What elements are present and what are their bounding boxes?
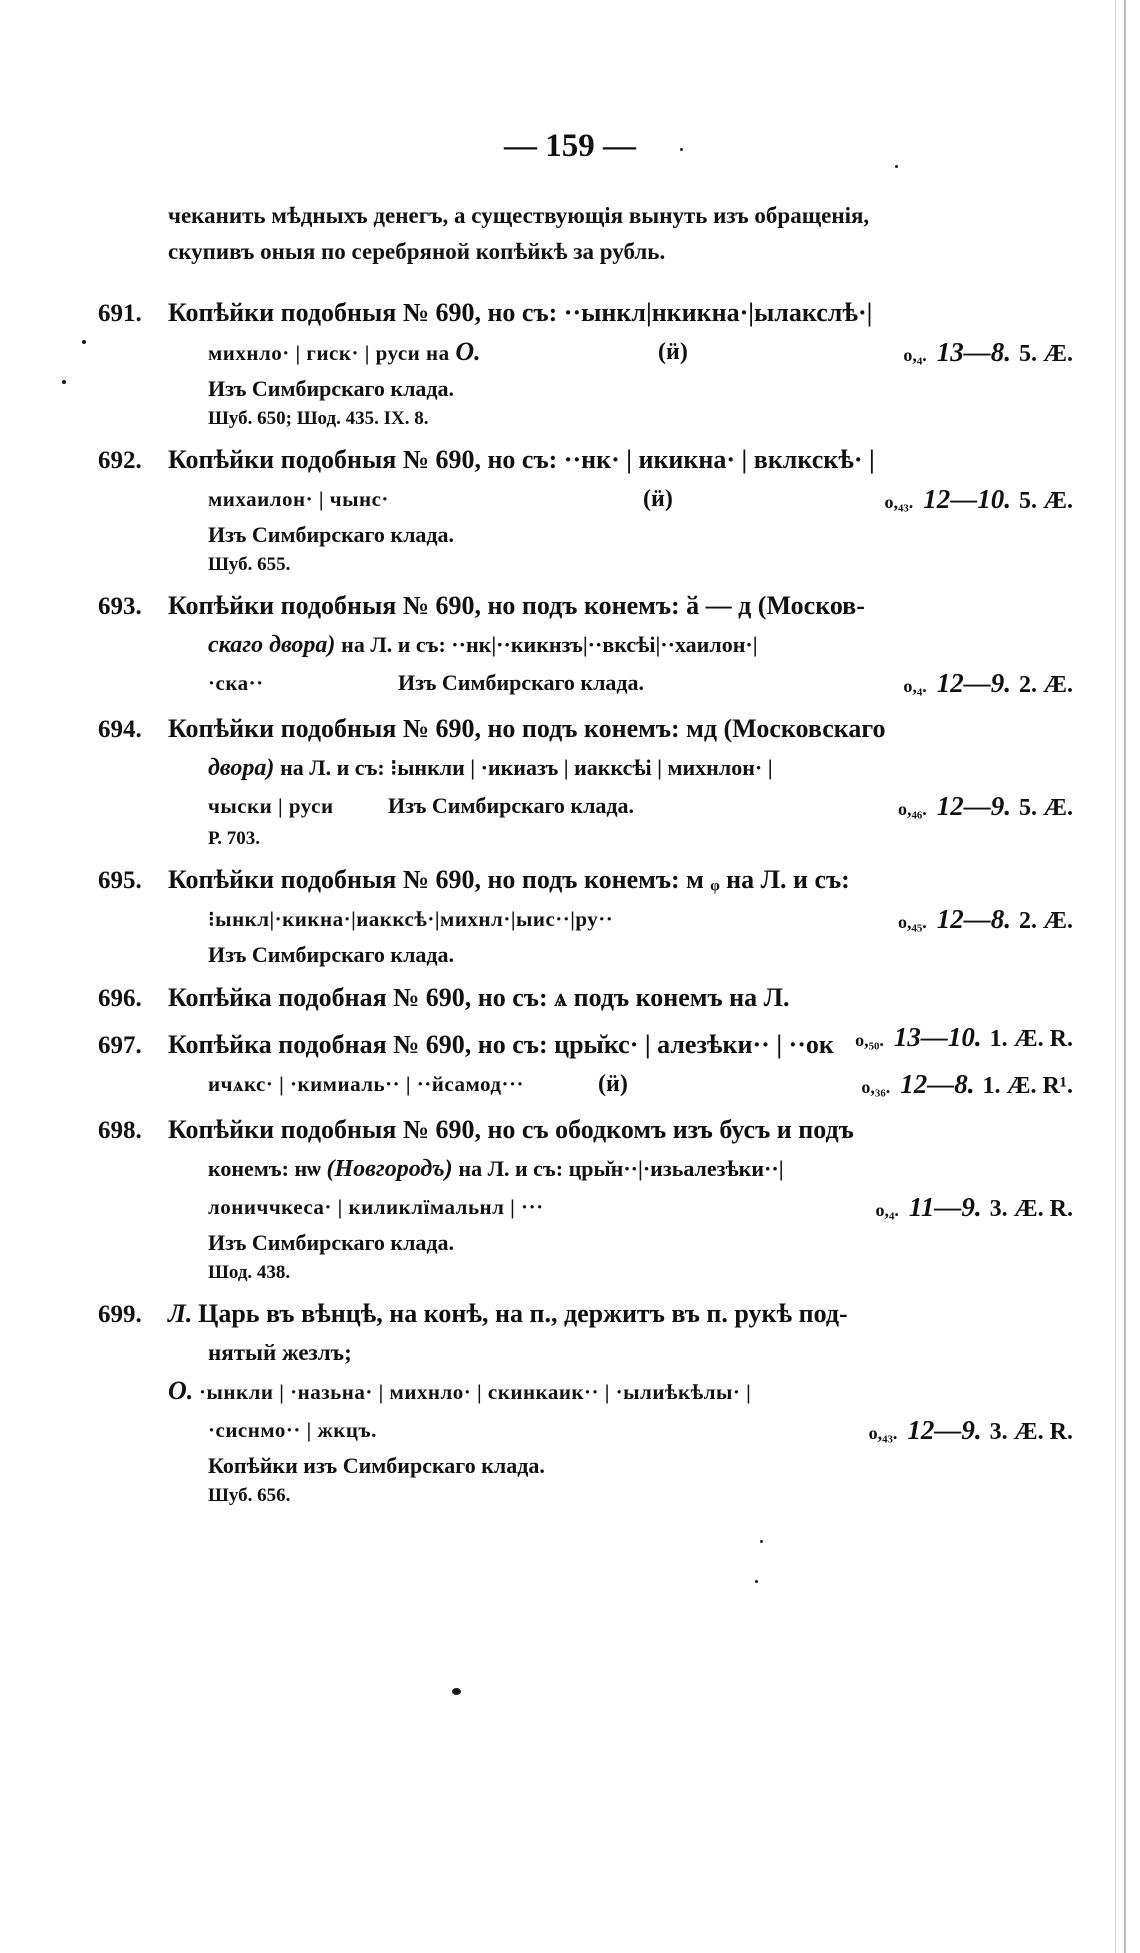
reference: Шод. 438. xyxy=(208,1262,291,1283)
scan-speck xyxy=(62,380,66,384)
find-source: Изъ Симбирскаго клада. xyxy=(208,522,455,547)
entry-number: 695. xyxy=(98,867,142,894)
entry-continuation: на Л. и съ: ⁝ынкли | ·икиазъ | иакксѣi | михнлон· | xyxy=(280,755,773,780)
coin-measurements xyxy=(861,1065,1073,1106)
intro-line-1: чеканить мѣдныхъ денегъ, а существующія вынуть изъ обращенія, xyxy=(168,203,870,228)
mint-name: скаго двора) xyxy=(208,632,336,658)
rarity-metal: 5. Æ. xyxy=(1019,341,1073,367)
coin-sigla: (ӥ) xyxy=(658,339,688,365)
rarity-metal: 1. Æ. R. xyxy=(989,1026,1073,1052)
scan-speck xyxy=(760,1540,763,1543)
diameter: о,₄. xyxy=(903,676,927,696)
find-source-inline: Изъ Симбирскаго клада. xyxy=(398,670,645,695)
entry-number: 692. xyxy=(98,447,142,474)
coin-legend: ·ска·· xyxy=(208,671,264,695)
entry-694 xyxy=(98,710,1073,853)
scan-speck xyxy=(755,1580,758,1583)
rarity-metal: 5. Æ. xyxy=(1019,488,1073,514)
entry-description: Копѣйки подобныя № 690, но съ ободкомъ изъ бусъ и подъ xyxy=(168,1115,854,1144)
diameter: о,₄₅. xyxy=(897,912,927,932)
entry-number: 693. xyxy=(98,593,142,620)
entry-number: 691. xyxy=(98,300,142,327)
entry-number: 699. xyxy=(98,1301,142,1328)
coin-legend: чыски | руси xyxy=(208,794,334,818)
coin-measurements xyxy=(898,787,1073,828)
rarity-metal: 1. Æ. R¹. xyxy=(982,1073,1073,1099)
find-source: Изъ Симбирскаго клада. xyxy=(208,942,455,967)
entry-695 xyxy=(98,861,1073,971)
mint-name: (Новгородъ) xyxy=(326,1156,453,1182)
rarity-metal: 3. Æ. R. xyxy=(989,1419,1073,1445)
rarity-metal: 5. Æ. xyxy=(1019,795,1073,821)
entry-number: 696. xyxy=(98,985,142,1012)
coin-measurements xyxy=(884,480,1073,521)
diameter: о,₄₃. xyxy=(868,1423,898,1443)
coin-measurements xyxy=(903,664,1073,705)
mint-name: двора) xyxy=(208,755,275,781)
coin-sigla: (ӥ) xyxy=(643,486,673,512)
weight: 12—9. xyxy=(907,1415,982,1445)
entry-continuation: на Л. и съ: ··нк|··кикнзъ|··вксѣi|··хаилон·| xyxy=(341,632,758,657)
page-edge-line-inner xyxy=(1115,0,1116,1953)
page-number: — 159 — xyxy=(504,128,636,164)
reference: Шуб. 655. xyxy=(208,554,291,575)
entry-number: 697. xyxy=(98,1032,142,1059)
rarity-metal: 3. Æ. R. xyxy=(989,1196,1073,1222)
find-source: Изъ Симбирскаго клада. xyxy=(208,376,455,401)
reference: Шуб. 650; Шод. 435. IX. 8. xyxy=(208,408,429,429)
scan-speck xyxy=(82,340,86,344)
scan-speck xyxy=(452,1688,461,1695)
entry-description: Копѣйки подобныя № 690, но подъ конемъ: ӑ — д (Москов- xyxy=(168,591,865,620)
coin-measurements xyxy=(898,900,1073,941)
entry-697 xyxy=(98,1026,1073,1103)
page-edge-line xyxy=(1124,0,1126,1953)
coin-legend: лониччкеса· | киликлїмальнл | ··· xyxy=(208,1195,544,1219)
weight: 12—9. xyxy=(936,668,1011,698)
diameter: о,₄₃. xyxy=(884,492,914,512)
coin-legend-reverse: ·ынкли | ·назьна· | михнло· | скинкаик·· | ·ылиѣкѣлы· | xyxy=(199,1380,752,1404)
coin-legend: ичѧкс· | ·кимиаль·· | ··йсамод··· xyxy=(208,1072,525,1096)
weight: 12—8. xyxy=(900,1069,975,1099)
entry-number: 694. xyxy=(98,716,142,743)
diameter: о,₄. xyxy=(875,1200,899,1220)
diameter: о,₅₀. xyxy=(855,1030,884,1050)
entry-691 xyxy=(98,294,1073,433)
scan-speck xyxy=(680,148,683,151)
find-source: Изъ Симбирскаго клада. xyxy=(208,1230,455,1255)
weight: 11—9. xyxy=(908,1192,982,1222)
find-source-inline: Изъ Симбирскаго клада. xyxy=(388,793,635,818)
intro-paragraph xyxy=(98,198,1073,270)
weight: 13—8. xyxy=(936,337,1011,367)
entry-continuation-tail: на Л. и съ: цры̆н··|·изьалезѣки··| xyxy=(458,1156,784,1181)
find-source: Копѣйки изъ Симбирскаго клада. xyxy=(208,1453,545,1478)
reverse-mark: О. xyxy=(168,1376,194,1405)
diameter: о,₄. xyxy=(903,345,927,365)
entry-description: Копѣйка подобная № 690, но съ: ѧ подъ конемъ на Л. xyxy=(168,983,790,1012)
coin-measurements xyxy=(869,1411,1073,1452)
coin-legend-tail: О. xyxy=(455,337,481,366)
entry-description: Копѣйки подобныя № 690, но подъ конемъ: м ᵩ на Л. и съ: xyxy=(168,865,850,894)
weight: 12—8. xyxy=(936,904,1011,934)
weight: 12—9. xyxy=(936,791,1011,821)
coin-legend: ·сиснмо·· | жкцъ. xyxy=(208,1418,377,1442)
entry-693 xyxy=(98,587,1073,702)
catalog-body xyxy=(98,198,1073,1516)
entry-continuation: конемъ: нѡ xyxy=(208,1156,321,1181)
entry-continuation: нятый жезлъ; xyxy=(208,1340,352,1365)
entry-692 xyxy=(98,441,1073,579)
entry-description: Копѣйки подобныя № 690, но съ: ··ынкл|нкикна·|ылакслѣ·| xyxy=(168,298,873,327)
entry-description: Копѣйки подобныя № 690, но подъ конемъ: мд (Московскаго xyxy=(168,714,886,743)
entry-description: Копѣйки подобныя № 690, но съ: ··нк· | икикна· | вклкскѣ· | xyxy=(168,445,875,474)
coin-legend: ⁝ынкл|·кикна·|иакксѣ·|михнл·|ыис··|ру·· xyxy=(208,907,614,931)
coin-measurements xyxy=(875,1188,1073,1229)
diameter: о,₃₆. xyxy=(861,1077,891,1097)
weight: 12—10. xyxy=(923,484,1011,514)
entry-698 xyxy=(98,1111,1073,1287)
entry-699 xyxy=(98,1295,1073,1510)
entry-number: 698. xyxy=(98,1117,142,1144)
intro-line-2: скупивъ оныя по серебряной копѣйкѣ за рубль. xyxy=(168,239,666,264)
rarity-metal: 2. Æ. xyxy=(1019,672,1073,698)
reference: Шуб. 656. xyxy=(208,1485,291,1506)
coin-legend: михнло· | гиск· | руси на xyxy=(208,341,450,365)
obverse-mark: Л. xyxy=(168,1299,193,1328)
entry-description: Копѣйка подобная № 690, но съ: цры̆кс· | алезѣки·· | ··ок xyxy=(168,1030,834,1059)
reference: Р. 703. xyxy=(208,828,260,849)
coin-sigla: (ӥ) xyxy=(598,1071,628,1097)
scan-speck xyxy=(895,165,898,168)
diameter: о,₄₆. xyxy=(897,799,927,819)
coin-measurements xyxy=(903,333,1073,374)
rarity-metal: 2. Æ. xyxy=(1019,908,1073,934)
entry-description: Царь въ вѣнцѣ, на конѣ, на п., держитъ въ п. рукѣ под- xyxy=(198,1299,848,1328)
weight: 13—10. xyxy=(893,1022,982,1052)
coin-legend: михаилон· | чынс· xyxy=(208,487,389,511)
